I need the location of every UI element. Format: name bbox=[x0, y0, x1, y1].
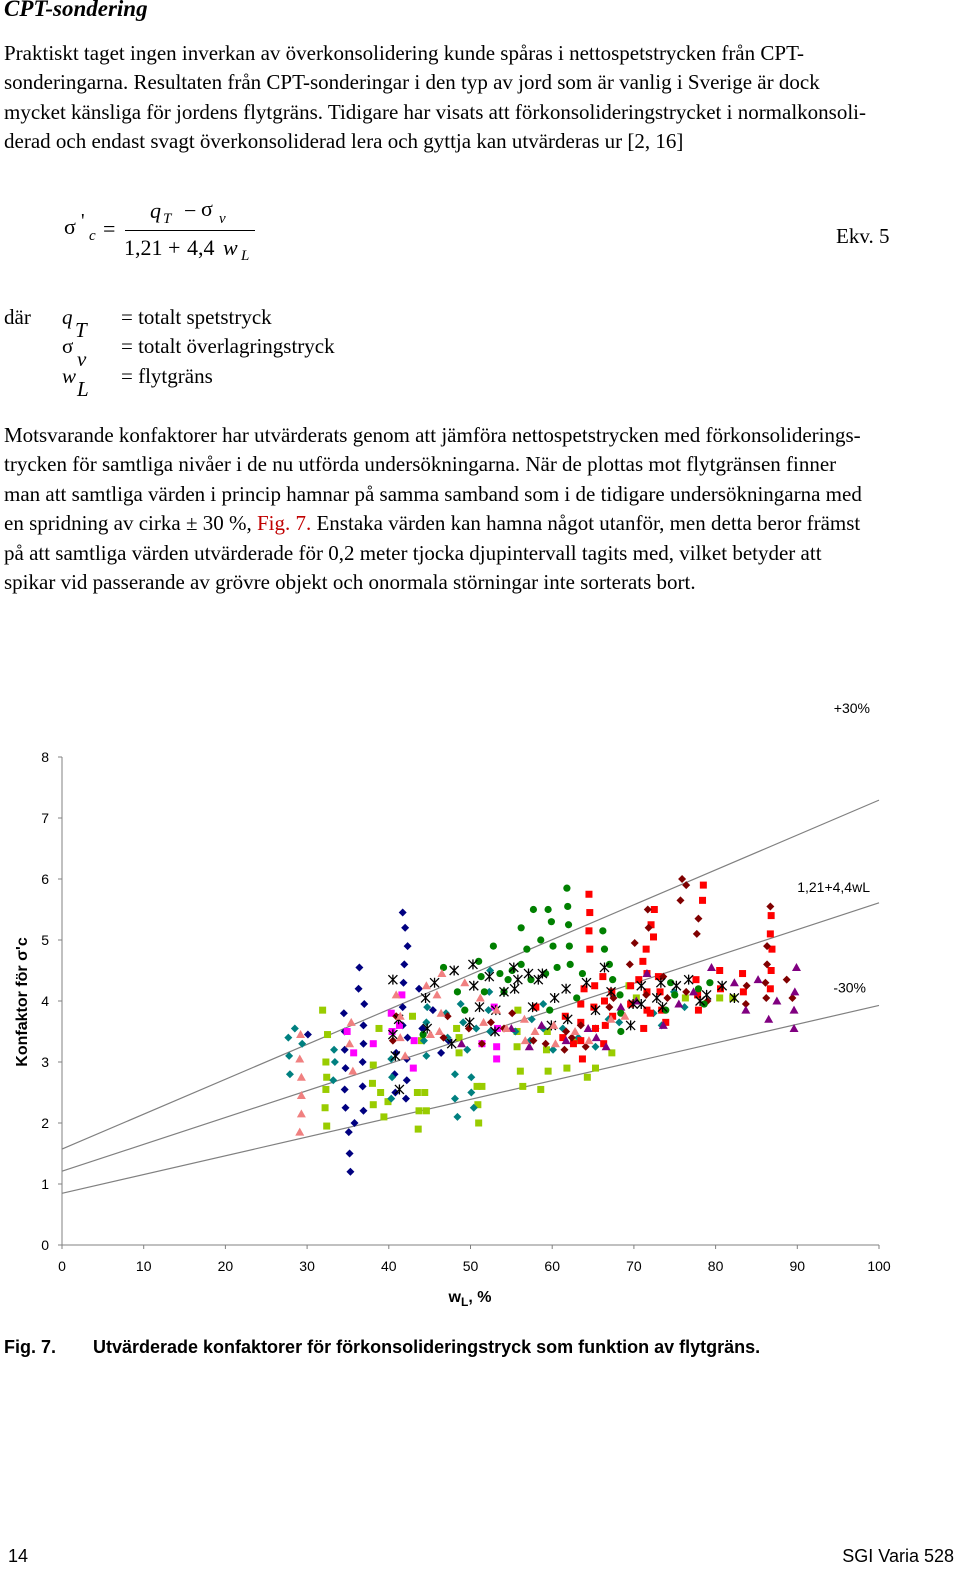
data-point bbox=[546, 1007, 553, 1014]
equals-sign: = bbox=[103, 216, 116, 241]
data-point bbox=[341, 1064, 349, 1072]
data-point bbox=[440, 964, 447, 971]
data-point bbox=[592, 1065, 599, 1072]
chart-axes bbox=[62, 757, 879, 1245]
data-point bbox=[468, 959, 477, 969]
data-point bbox=[616, 991, 623, 998]
data-point bbox=[487, 1018, 495, 1026]
data-point bbox=[456, 1049, 463, 1056]
data-point bbox=[359, 1021, 367, 1029]
data-point bbox=[609, 976, 616, 983]
x-tick-label: 50 bbox=[462, 1258, 479, 1274]
data-point bbox=[421, 1089, 428, 1096]
data-point bbox=[414, 1089, 421, 1096]
data-point bbox=[369, 1080, 376, 1087]
data-point bbox=[523, 946, 530, 953]
data-point bbox=[437, 1049, 445, 1057]
data-point bbox=[566, 943, 573, 950]
x-axis-label bbox=[448, 1289, 492, 1309]
data-point bbox=[359, 1082, 367, 1090]
y-tick-label: 3 bbox=[41, 1054, 49, 1070]
reference-lines bbox=[62, 700, 879, 1193]
data-point bbox=[359, 1058, 367, 1066]
data-point bbox=[388, 975, 397, 985]
data-point bbox=[706, 979, 713, 986]
data-point bbox=[475, 1002, 484, 1012]
definition-symbol: q bbox=[62, 305, 73, 329]
x-axis-label-tail: , % bbox=[468, 1289, 492, 1306]
definition-subscript: L bbox=[77, 377, 89, 401]
data-point bbox=[766, 902, 774, 910]
data-point bbox=[359, 1040, 367, 1048]
data-point bbox=[467, 1073, 475, 1081]
data-point bbox=[331, 1058, 339, 1066]
data-point bbox=[479, 1018, 488, 1026]
data-point bbox=[637, 981, 646, 991]
data-point bbox=[411, 1037, 418, 1044]
data-point bbox=[454, 988, 461, 995]
results-line: trycken för samtliga nivåer i de nu utförda undersökningarna. När de plottas mot flytgränsen finner bbox=[4, 452, 837, 477]
data-point bbox=[433, 990, 442, 998]
data-point bbox=[295, 1128, 304, 1136]
data-point bbox=[345, 1128, 353, 1136]
data-point bbox=[297, 1109, 306, 1117]
reference-line bbox=[62, 800, 879, 1149]
data-point bbox=[319, 1007, 326, 1014]
data-point bbox=[768, 967, 775, 974]
data-point bbox=[493, 1043, 500, 1050]
data-point bbox=[627, 982, 634, 989]
y-tick-label: 7 bbox=[41, 810, 49, 826]
data-point bbox=[519, 1083, 526, 1090]
data-point bbox=[410, 1065, 417, 1072]
denominator-coefficient: 4,4 bbox=[187, 235, 215, 260]
data-point bbox=[324, 1031, 331, 1038]
data-point bbox=[682, 881, 690, 889]
x-tick-label: 60 bbox=[544, 1258, 560, 1274]
data-point bbox=[739, 970, 746, 977]
data-point bbox=[323, 1074, 330, 1081]
data-point bbox=[400, 979, 408, 987]
reference-line bbox=[62, 903, 879, 1171]
data-point bbox=[295, 1054, 304, 1062]
definition-text: = totalt spetstryck bbox=[121, 305, 272, 329]
data-point bbox=[644, 906, 652, 914]
data-point bbox=[676, 896, 684, 904]
data-point bbox=[740, 988, 747, 995]
data-point bbox=[563, 885, 570, 892]
data-point bbox=[695, 1007, 702, 1014]
data-point bbox=[585, 927, 592, 934]
data-point bbox=[716, 994, 723, 1001]
numerator-minus: − bbox=[184, 198, 197, 223]
equation-5 bbox=[0, 190, 960, 280]
definition-text: = flytgräns bbox=[121, 364, 213, 388]
data-point bbox=[626, 960, 634, 968]
data-point bbox=[460, 978, 469, 986]
data-point bbox=[493, 1055, 500, 1062]
results-line-after-link: Enstaka värden kan hamna något utanför, men detta beror främst bbox=[311, 511, 861, 536]
intro-line: derad och endast svagt överkonsoliderad lera och gyttja kan utvärderas ur [2, 16] bbox=[4, 129, 684, 154]
data-point bbox=[380, 1113, 387, 1120]
fraction-bar bbox=[125, 230, 255, 231]
data-point bbox=[370, 1101, 377, 1108]
data-point bbox=[399, 909, 407, 917]
y-tick-label: 6 bbox=[41, 871, 49, 887]
data-point bbox=[567, 961, 574, 968]
data-point bbox=[640, 1025, 647, 1032]
data-point bbox=[430, 978, 439, 988]
results-line: Motsvarande konfaktorer har utvärderats genom att jämföra nettospetstrycken med förkonsoliderings- bbox=[4, 423, 861, 447]
data-point bbox=[344, 1028, 351, 1035]
data-point bbox=[577, 1001, 584, 1008]
data-point bbox=[592, 1033, 601, 1041]
data-point bbox=[323, 1123, 330, 1130]
data-point bbox=[790, 1006, 799, 1014]
data-point bbox=[481, 988, 488, 995]
data-point bbox=[695, 985, 702, 992]
data-point bbox=[451, 1070, 459, 1078]
data-point bbox=[767, 930, 774, 937]
results-line-before-link: en spridning av cirka ± 30 %, bbox=[4, 511, 257, 536]
data-point bbox=[684, 975, 693, 985]
data-point bbox=[490, 943, 497, 950]
data-point bbox=[586, 946, 593, 953]
data-point bbox=[514, 1043, 521, 1050]
data-point bbox=[571, 1027, 580, 1035]
data-point bbox=[639, 958, 646, 965]
x-tick-label: 0 bbox=[58, 1258, 66, 1274]
x-axis-label-sub: L bbox=[460, 1295, 469, 1309]
data-point bbox=[346, 1150, 354, 1158]
data-point bbox=[579, 1055, 586, 1062]
data-point bbox=[545, 906, 552, 913]
definition-symbol: w bbox=[62, 364, 77, 388]
x-tick-label: 70 bbox=[626, 1258, 642, 1274]
lhs-prime: ' bbox=[81, 210, 85, 232]
data-point bbox=[504, 976, 511, 983]
data-point bbox=[678, 875, 686, 883]
data-point bbox=[485, 972, 494, 982]
data-point bbox=[400, 960, 408, 968]
data-point bbox=[545, 1068, 552, 1075]
data-point bbox=[518, 961, 525, 968]
data-point bbox=[286, 1070, 294, 1078]
figure-7-link[interactable]: Fig. 7. bbox=[256, 511, 312, 536]
data-point bbox=[599, 927, 606, 934]
section-heading: CPT-sondering bbox=[4, 0, 148, 21]
data-point bbox=[346, 1168, 354, 1176]
definitions-intro: där bbox=[4, 305, 31, 329]
page-number: 14 bbox=[8, 1546, 29, 1566]
data-point bbox=[416, 1107, 423, 1114]
data-point bbox=[396, 1033, 405, 1041]
data-point bbox=[475, 1120, 482, 1127]
numerator-q: q bbox=[150, 198, 161, 223]
data-point bbox=[631, 939, 639, 947]
data-point bbox=[496, 970, 503, 977]
numerator-q-sub: T bbox=[163, 211, 172, 227]
data-point bbox=[404, 942, 412, 950]
reference-line-label: +30% bbox=[833, 700, 870, 717]
data-points bbox=[284, 875, 801, 1176]
data-point bbox=[478, 1083, 485, 1090]
data-point bbox=[415, 985, 423, 993]
data-point bbox=[671, 991, 678, 998]
x-tick-label: 10 bbox=[135, 1258, 152, 1274]
y-axis-label: Konfaktor för σ'c bbox=[14, 937, 31, 1067]
x-tick-label: 90 bbox=[789, 1258, 806, 1274]
data-point bbox=[550, 993, 559, 1003]
data-point bbox=[768, 912, 775, 919]
data-point bbox=[345, 1039, 354, 1047]
data-point bbox=[453, 1025, 460, 1032]
data-point bbox=[340, 1009, 348, 1017]
data-point bbox=[682, 994, 689, 1001]
data-point bbox=[754, 975, 763, 983]
x-tick-label: 80 bbox=[707, 1258, 724, 1274]
data-point bbox=[626, 1020, 635, 1030]
data-point bbox=[422, 1052, 430, 1060]
denominator-constant: 1,21 bbox=[124, 235, 163, 260]
data-point bbox=[554, 964, 561, 971]
data-point bbox=[564, 903, 571, 910]
data-point bbox=[730, 978, 739, 986]
data-point bbox=[370, 1062, 377, 1069]
publication-series: SGI Varia 528 bbox=[842, 1546, 954, 1566]
data-point bbox=[767, 985, 774, 992]
x-tick-label: 40 bbox=[381, 1258, 397, 1274]
data-point bbox=[584, 1036, 593, 1044]
intro-paragraph bbox=[4, 39, 954, 157]
data-point bbox=[650, 933, 657, 940]
x-tick-label: 30 bbox=[299, 1258, 315, 1274]
results-paragraph bbox=[4, 421, 954, 597]
data-point bbox=[415, 1126, 422, 1133]
data-point bbox=[322, 1104, 329, 1111]
data-point bbox=[524, 969, 533, 979]
data-point bbox=[401, 1051, 410, 1059]
data-point bbox=[693, 930, 701, 938]
data-point bbox=[772, 997, 781, 1005]
data-point bbox=[350, 1049, 357, 1056]
data-point bbox=[537, 936, 544, 943]
data-point bbox=[537, 1021, 546, 1029]
data-point bbox=[647, 1010, 654, 1017]
data-point bbox=[402, 1095, 410, 1103]
data-point bbox=[355, 985, 363, 993]
lhs-sigma: σ bbox=[64, 214, 76, 239]
data-point bbox=[404, 1034, 412, 1042]
data-point bbox=[375, 1025, 382, 1032]
data-point bbox=[707, 963, 716, 971]
data-point bbox=[582, 978, 591, 988]
intro-line: sonderingarna. Resultaten från CPT-sonderingar i den typ av jord som är vanlig i Sverige är dock bbox=[4, 70, 820, 95]
data-point bbox=[391, 1089, 399, 1097]
data-point bbox=[451, 1095, 459, 1103]
data-point bbox=[764, 1015, 773, 1023]
data-point bbox=[560, 1046, 568, 1054]
data-point bbox=[341, 1085, 349, 1093]
data-point bbox=[551, 1039, 560, 1047]
data-point bbox=[459, 1018, 467, 1026]
equation-label: Ekv. 5 bbox=[836, 224, 890, 248]
data-point bbox=[672, 981, 681, 991]
data-point bbox=[651, 906, 658, 913]
definition-text: = totalt överlagringstryck bbox=[121, 334, 335, 358]
data-point bbox=[370, 1040, 377, 1047]
data-point bbox=[403, 1076, 411, 1084]
denominator-plus: + bbox=[168, 235, 181, 260]
data-point bbox=[330, 1046, 338, 1054]
data-point bbox=[573, 994, 580, 1001]
definition-symbol: σ bbox=[62, 334, 74, 358]
data-point bbox=[692, 976, 699, 983]
y-tick-label: 2 bbox=[41, 1115, 49, 1131]
data-point bbox=[592, 1025, 599, 1032]
y-tick-label: 5 bbox=[41, 932, 49, 948]
data-point bbox=[422, 981, 431, 989]
data-point bbox=[701, 1000, 708, 1007]
data-point bbox=[762, 994, 770, 1002]
data-point bbox=[377, 1089, 384, 1096]
data-point bbox=[322, 1086, 329, 1093]
data-point bbox=[741, 1006, 750, 1014]
intro-line: Praktiskt taget ingen inverkan av överkonsolidering kunde spåras i nettospetstrycken från CPT- bbox=[4, 41, 804, 65]
denominator-w-sub: L bbox=[241, 248, 250, 264]
numerator-sigma: σ bbox=[201, 196, 213, 221]
data-point bbox=[510, 984, 519, 994]
data-point bbox=[348, 1067, 357, 1075]
denominator-w: w bbox=[223, 235, 238, 260]
data-point bbox=[478, 973, 485, 980]
data-point bbox=[423, 1107, 430, 1114]
data-point bbox=[517, 1068, 524, 1075]
data-point bbox=[577, 1037, 584, 1044]
data-point bbox=[304, 1031, 312, 1039]
data-point bbox=[360, 1000, 368, 1008]
data-point bbox=[700, 882, 707, 889]
definition-subscript: v bbox=[77, 347, 87, 371]
caption-label: Fig. 7. bbox=[4, 1337, 57, 1357]
data-point bbox=[570, 1040, 577, 1047]
data-point bbox=[790, 987, 799, 995]
data-point bbox=[783, 976, 791, 984]
data-point bbox=[565, 921, 572, 928]
figure-caption bbox=[4, 1337, 760, 1358]
data-point bbox=[347, 1018, 356, 1026]
data-point bbox=[591, 982, 598, 989]
data-point bbox=[461, 1007, 468, 1014]
y-tick-label: 0 bbox=[41, 1237, 49, 1253]
data-point bbox=[584, 1024, 593, 1032]
data-point bbox=[792, 963, 801, 971]
data-point bbox=[601, 998, 608, 1005]
data-point bbox=[608, 1049, 615, 1056]
data-point bbox=[298, 1040, 306, 1048]
data-point bbox=[652, 993, 661, 1003]
data-point bbox=[401, 924, 409, 932]
data-point bbox=[518, 924, 525, 931]
data-point bbox=[601, 946, 608, 953]
data-point bbox=[341, 1104, 349, 1112]
data-point bbox=[513, 975, 522, 985]
data-point bbox=[355, 963, 363, 971]
x-tick-label: 100 bbox=[867, 1258, 891, 1274]
numerator-sigma-sub: v bbox=[219, 211, 226, 227]
results-line bbox=[4, 509, 954, 538]
data-point bbox=[702, 990, 711, 1000]
data-point bbox=[421, 993, 430, 1003]
data-point bbox=[453, 1113, 461, 1121]
data-point bbox=[694, 915, 702, 923]
data-point bbox=[585, 891, 592, 898]
data-point bbox=[699, 897, 706, 904]
intro-line: mycket känsliga för jordens flytgräns. Tidigare har visats att förkonsolideringstrycket i normalkonsoli- bbox=[4, 99, 867, 124]
y-tick-label: 1 bbox=[41, 1176, 49, 1192]
data-point bbox=[663, 994, 671, 1002]
x-tick-label: 20 bbox=[217, 1258, 234, 1274]
data-point bbox=[563, 1065, 570, 1072]
data-point bbox=[435, 1027, 444, 1035]
data-point bbox=[537, 1086, 544, 1093]
data-point bbox=[617, 1028, 624, 1035]
data-point bbox=[297, 1073, 306, 1081]
results-line: spikar vid passerande av grövre objekt och onormala störningar inte sorterats bort. bbox=[4, 570, 696, 595]
data-point bbox=[469, 981, 478, 991]
data-point bbox=[599, 973, 606, 980]
reference-line-label: -30% bbox=[833, 979, 866, 996]
results-line: på att samtliga värden utvärderade för 0,2 meter tjocka djupintervall tagits med, vilket betyder att bbox=[4, 540, 822, 565]
data-point bbox=[716, 967, 723, 974]
data-point bbox=[297, 1091, 306, 1099]
definition-subscript: T bbox=[75, 318, 87, 342]
reference-line bbox=[62, 1005, 879, 1193]
data-point bbox=[296, 1030, 305, 1038]
results-line: man att samtliga värden i princip hamnar på samma samband som i de tidigare undersökningarna med bbox=[4, 481, 862, 506]
data-point bbox=[584, 1074, 591, 1081]
data-point bbox=[602, 1022, 609, 1029]
data-point bbox=[616, 1003, 625, 1011]
y-tick-label: 4 bbox=[41, 993, 49, 1009]
data-point bbox=[539, 1000, 547, 1008]
data-point bbox=[291, 1024, 299, 1032]
data-point bbox=[656, 978, 665, 988]
data-point bbox=[450, 966, 459, 976]
figure-7-chart bbox=[0, 700, 960, 1320]
lhs-subscript: c bbox=[89, 228, 96, 244]
data-point bbox=[549, 943, 556, 950]
data-point bbox=[322, 1059, 329, 1066]
data-point bbox=[643, 946, 650, 953]
x-axis-label-main: w bbox=[448, 1289, 461, 1306]
data-point bbox=[562, 984, 571, 994]
data-point bbox=[548, 918, 555, 925]
data-point bbox=[586, 909, 593, 916]
data-point bbox=[534, 975, 543, 985]
y-tick-label: 8 bbox=[41, 749, 49, 765]
data-point bbox=[359, 1107, 367, 1115]
data-point bbox=[284, 1034, 292, 1042]
data-point bbox=[543, 1046, 550, 1053]
reference-line-label: 1,21+4,4wL bbox=[797, 878, 870, 895]
caption-text: Utvärderade konfaktorer för förkonsolideringstryck som funktion av flytgräns. bbox=[93, 1337, 761, 1357]
data-point bbox=[579, 970, 586, 977]
data-point bbox=[530, 906, 537, 913]
data-point bbox=[409, 1013, 416, 1020]
